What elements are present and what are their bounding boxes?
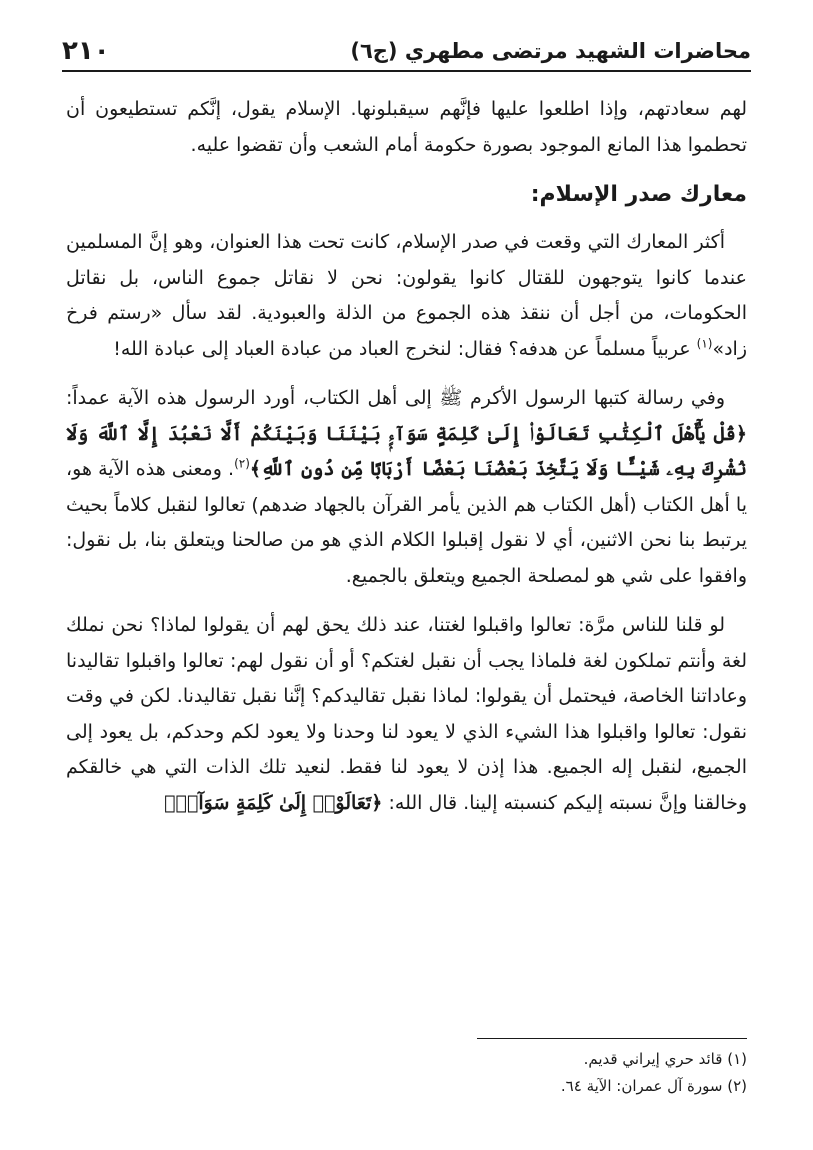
paragraph-2-text-b: عربياً مسلماً عن هدفه؟ فقال: لنخرج العباد من عبادة العباد إلى عبادة الله!: [113, 337, 697, 360]
page-header: [62, 28, 751, 68]
paragraph-4-text: لو قلنا للناس مرَّة: تعالوا واقبلوا لغتنا، عند ذلك يحق لهم أن يقولوا لماذا؟ نحن نملك لغة وأنتم تملكون لغة فلماذا يجب أن نقبل لغتكم؟ أو أن نقول لهم: تعالوا واقبلوا تقاليدنا وعاداتنا الخاصة، فيحتمل أن يقولوا: لماذا نقبل تقاليدكم؟ إنَّنا نقبل تقاليدنا. لكن في وقت نقول: تعالوا واقبلوا هذا الشيء الذي لا يعود لنا وحدنا ولا يعود لكم وحدكم، بل يعود إلى الجميع، لنقبل إله الجميع. هذا إذن لا يعود لنا فقط. لنعيد تلك الذات التي هي خالقكم وخالقنا وإنَّ نسبته إليكم كنسبته إلينا. قال الله:: [66, 614, 747, 814]
running-title: محاضرات الشهيد مرتضى مطهري (ج٦): [350, 39, 751, 63]
paragraph-2: [66, 225, 747, 367]
quran-brace-open: ﴿: [371, 791, 383, 814]
header-rule: [62, 70, 751, 72]
page-number: ٢١٠: [62, 36, 110, 66]
quran-brace-open: ﴿: [735, 422, 747, 445]
footnote-2: [66, 1073, 747, 1100]
footnote-marker: (١): [727, 1050, 747, 1068]
footnote-rule: [477, 1038, 747, 1039]
footnote-text: سورة آل عمران: الآية ٦٤.: [560, 1077, 723, 1095]
footnote-1: [66, 1046, 747, 1073]
footnote-text: قائد حري إيراني قديم.: [583, 1050, 723, 1068]
paragraph-2-text-a: أكثر المعارك التي وقعت في صدر الإسلام، كانت تحت هذا العنوان، وهو إنَّ المسلمين عندما كانوا يتوجهون للقتال كانوا يقولون: نحن لا نقاتل جموع الناس، بل نقاتل الحكومات، من أجل أن ننقذ هذه الجموع من الذلة والعبودية. لقد سأل «رستم فرخ زاد»: [66, 231, 747, 360]
paragraph-3-text-b: . ومعنى هذه الآية هو، يا أهل الكتاب (أهل الكتاب هم الذين يأمر القرآن بالجهاد ضدهم) تعالوا لنقبل كلاماً بحيث يرتبط بنا نحن الاثنين، أي لا نقول إقبلوا الكلام الذي هو من صالحنا ويتعلق بنا، بل نقول: وافقوا على شي هو لمصلحة الجميع ويتعلق بالجميع.: [66, 458, 747, 587]
footnote-ref-2: (٢): [234, 456, 250, 471]
footnote-marker: (٢): [727, 1077, 747, 1095]
paragraph-3: [66, 381, 747, 594]
paragraph-gap: [66, 594, 747, 608]
quran-verse: تَعَالَوْا۟ إِلَىٰ كَلِمَةٍ سَوَآءٍۭ: [164, 791, 372, 814]
quran-brace-close: ﴾: [249, 458, 262, 480]
paragraph-3-text-a: وفي رسالة كتبها الرسول الأكرم ﷺ إلى أهل الكتاب، أورد الرسول هذه الآية عمداً:: [66, 387, 725, 409]
paragraph-1: [66, 92, 747, 163]
paragraph-1-text: لهم سعادتهم، وإذا اطلعوا عليها فإنَّهم سيقبلونها. الإسلام يقول، إنَّكم تستطيعون أن تحطموا هذا المانع الموجود بصورة حكومة أمام الشعب وأن تقضوا عليه.: [66, 98, 747, 156]
quran-verse: قُلْ يَٰٓأَهْلَ ٱلْكِتَٰبِ تَعَالَوْا۟ إِلَىٰ كَلِمَةٍ سَوَآءٍۭ بَيْنَنَا وَبَيْنَكُمْ أَلَّا نَعْبُدَ إِلَّا ٱللَّهَ وَلَا نُشْرِكَ بِهِۦ شَيْـًٔا وَلَا يَتَّخِذَ بَعْضُنَا بَعْضًا أَرْبَابًا مِّن دُونِ ٱللَّهِ: [66, 422, 747, 480]
paragraph-4: [66, 608, 747, 821]
body-text: [66, 92, 747, 821]
footnote-ref-1: (١): [696, 336, 713, 351]
section-heading: معارك صدر الإسلام:: [530, 182, 747, 207]
paragraph-gap: [66, 367, 747, 381]
footnotes: [66, 1046, 747, 1100]
